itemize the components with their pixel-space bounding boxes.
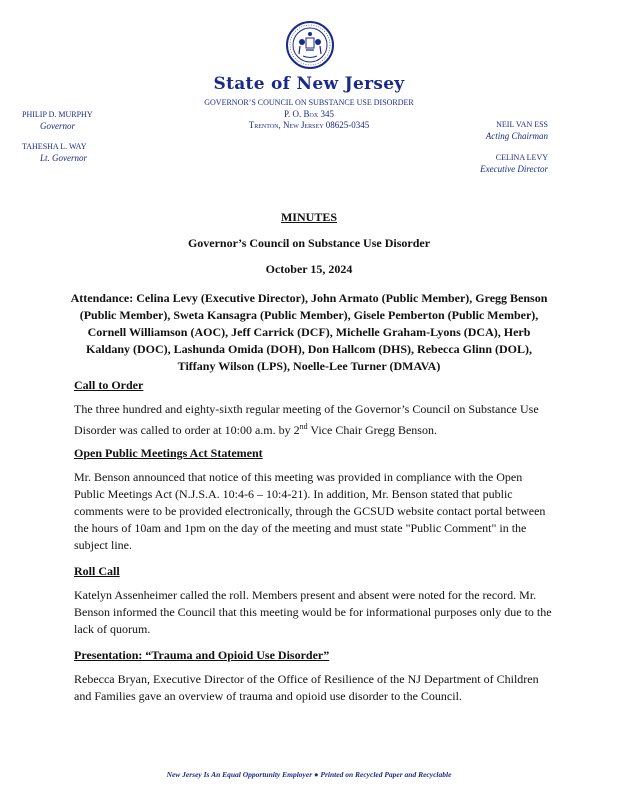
section-opma-statement: [74, 446, 552, 554]
lt-governor-name: TAHESHA L. WAY: [22, 142, 87, 151]
governor-title: Governor: [40, 121, 75, 131]
chair-title: Acting Chairman: [485, 131, 548, 141]
section-text: Mr. Benson announced that notice of this meeting was provided in compliance with the Open Public Meetings Act (N.J.S.A. 10:4-6 – 10:4-21). In addition, Mr. Benson stated that public comments were to be provided electronically, through the GCSUD website contact portal between the hours of 10am and 1pm on the day of the meeting and must state "Public Comment" in the subject line.: [74, 470, 546, 552]
section-heading: Presentation: “Trauma and Opioid Use Disorder”: [74, 648, 330, 662]
minutes-heading: MINUTES: [280, 210, 337, 224]
section-roll-call: [74, 564, 552, 638]
page-footer: New Jersey Is An Equal Opportunity Employer ● Printed on Recycled Paper and Recyclable: [166, 770, 452, 779]
meeting-date: October 15, 2024: [265, 262, 353, 276]
council-name: GOVERNOR’S COUNCIL ON SUBSTANCE USE DISORDER: [204, 98, 414, 107]
governor-name: PHILIP D. MURPHY: [22, 110, 93, 119]
po-box: P. O. Box 345: [284, 109, 334, 119]
section-call-to-order: [74, 378, 552, 439]
director-title: Executive Director: [480, 164, 548, 174]
chair-name: NEIL VAN ESS: [496, 120, 548, 129]
section-heading: Call to Order: [74, 378, 144, 392]
director-name: CELINA LEVY: [495, 153, 548, 162]
city-line: Trenton, New Jersey 08625-0345: [248, 120, 370, 130]
state-seal-icon: [285, 20, 335, 70]
section-heading: Roll Call: [74, 564, 120, 578]
state-title: State of New Jersey: [213, 74, 405, 94]
section-text: Rebecca Bryan, Executive Director of the Office of Resilience of the NJ Department of Children and Families gave an overview of trauma and opioid use disorder to the Council.: [74, 672, 539, 703]
section-text: The three hundred and eighty-sixth regular meeting of the Governor’s Council on Substance Use Disorder was called to order at 10:00 a.m. by 2nd Vice Chair Gregg Benson.: [74, 402, 539, 437]
council-title: Governor’s Council on Substance Use Disorder: [187, 236, 431, 250]
section-text: Katelyn Assenheimer called the roll. Members present and absent were noted for the record. Mr. Benson informed the Council that this meeting would be for informational purposes only due to the lack of quorum.: [74, 588, 552, 636]
attendance-list: Attendance: Celina Levy (Executive Director), John Armato (Public Member), Gregg Benson (Public Member), Sweta Kansagra (Public Member), Gisele Pemberton (Public Member), Cornell Williamson (AOC), Jeff Carrick (DCF), Michelle Graham-Lyons (DCA), Herb Kaldany (DOC), Lashunda Omida (DOH), Don Hallcom (DHS), Rebecca Glinn (DOL), Tiffany Wilson (LPS), Noelle-Lee Turner (DMAVA): [70, 291, 548, 373]
section-presentation: [74, 648, 552, 705]
lt-governor-title: Lt. Governor: [40, 153, 87, 163]
section-heading: Open Public Meetings Act Statement: [74, 446, 263, 460]
